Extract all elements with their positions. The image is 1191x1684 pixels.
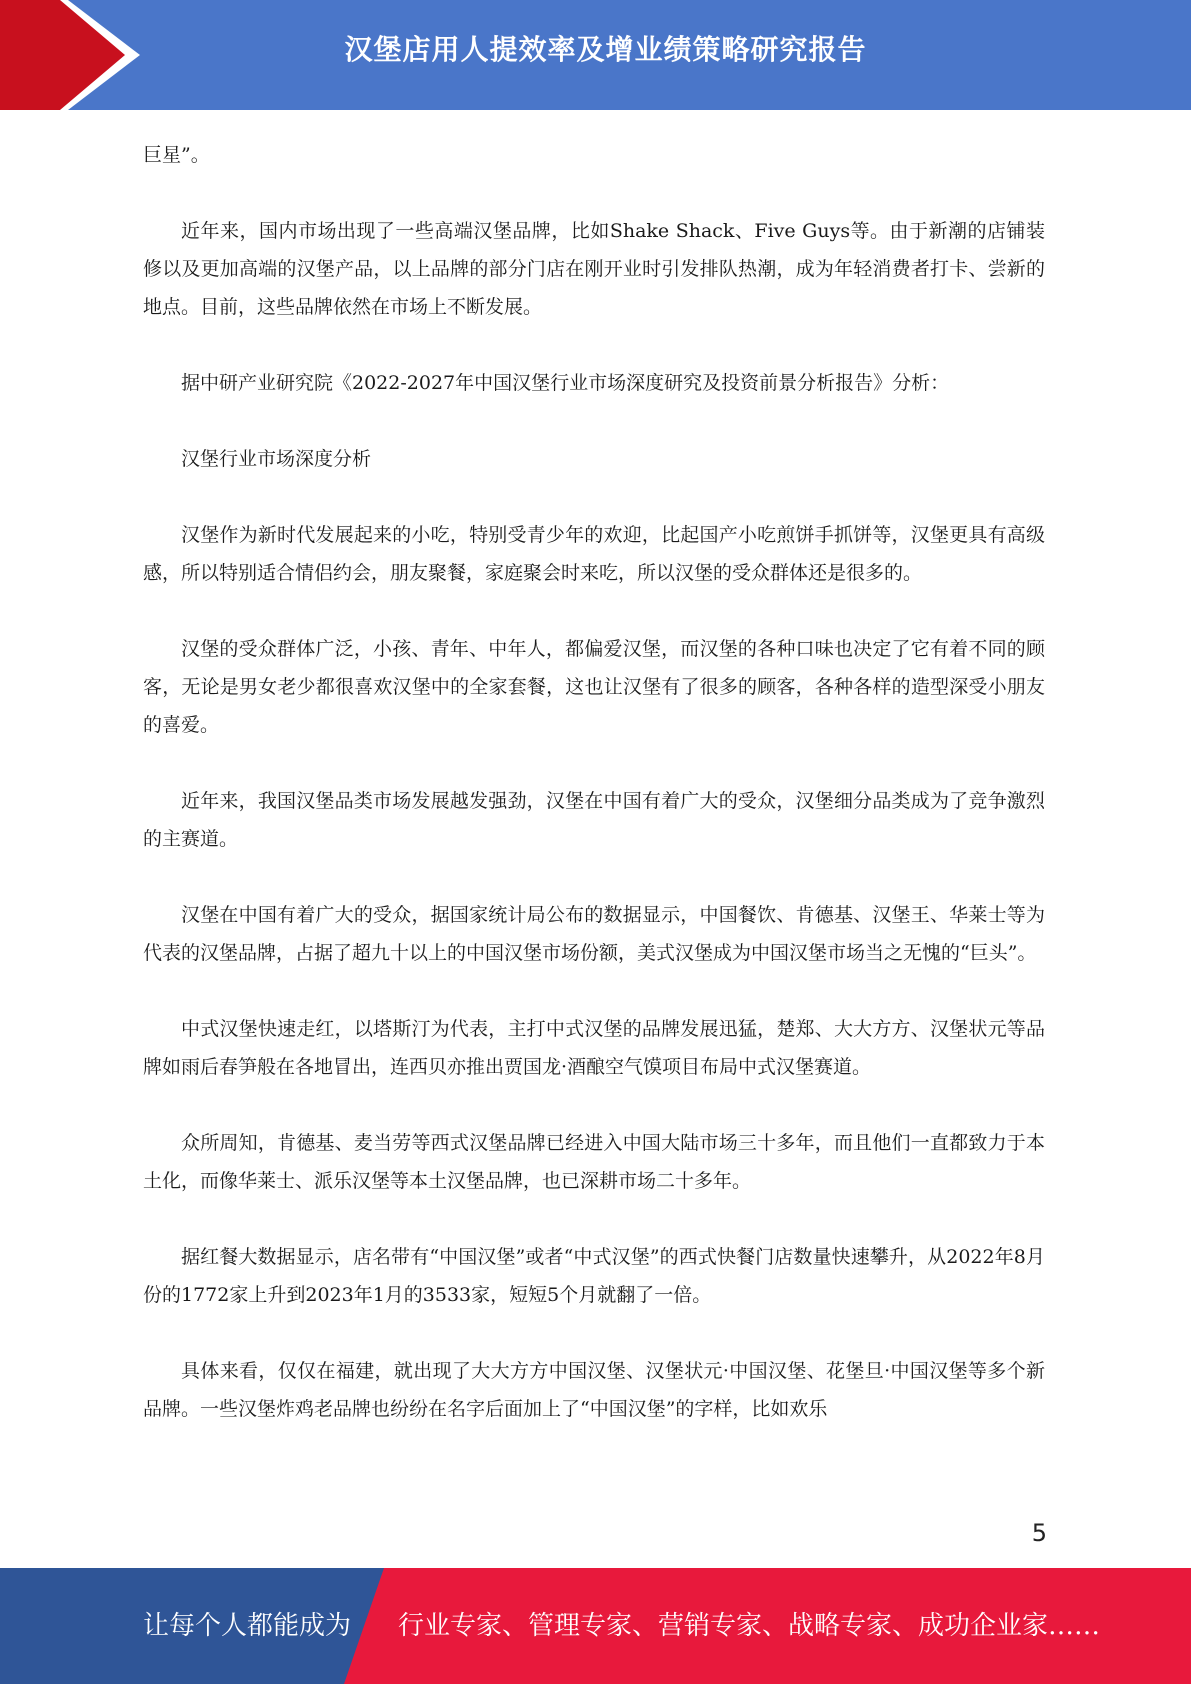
paragraph: 巨星”。 (143, 144, 210, 166)
page-number: 5 (1031, 1519, 1047, 1547)
footer-slogan-left: 让每个人都能成为 (143, 1611, 352, 1641)
paragraph: 近年来，我国汉堡品类市场发展越发强劲，汉堡在中国有着广大的受众，汉堡细分品类成为了竞争激烈的主赛道。 (143, 790, 1045, 850)
paragraph: 据中研产业研究院《2022-2027年中国汉堡行业市场深度研究及投资前景分析报告》分析： (181, 372, 950, 394)
paragraph: 汉堡在中国有着广大的受众，据国家统计局公布的数据显示，中国餐饮、肯德基、汉堡王、华莱士等为代表的汉堡品牌，占据了超九十以上的中国汉堡市场份额，美式汉堡成为中国汉堡市场当之无愧的“巨头”。 (143, 904, 1045, 964)
paragraph: 据红餐大数据显示，店名带有“中国汉堡”或者“中式汉堡”的西式快餐门店数量快速攀升，从2022年8月份的1772家上升到2023年1月的3533家，短短5个月就翻了一倍。 (143, 1246, 1045, 1306)
page-footer (0, 1568, 1191, 1684)
section-heading: 汉堡行业市场深度分析 (181, 448, 372, 470)
paragraph: 中式汉堡快速走红，以塔斯汀为代表，主打中式汉堡的品牌发展迅猛，楚郑、大大方方、汉堡状元等品牌如雨后春笋般在各地冒出，连西贝亦推出贾国龙·酒酿空气馍项目布局中式汉堡赛道。 (143, 1018, 1045, 1078)
paragraph: 近年来，国内市场出现了一些高端汉堡品牌，比如Shake Shack、Five Guys等。由于新潮的店铺装修以及更加高端的汉堡产品，以上品牌的部分门店在刚开业时引发排队热潮，成为年轻消费者打卡、尝新的地点。目前，这些品牌依然在市场上不断发展。 (143, 220, 1045, 318)
page-header (0, 0, 1191, 110)
paragraph: 众所周知，肯德基、麦当劳等西式汉堡品牌已经进入中国大陆市场三十多年，而且他们一直都致力于本土化，而像华莱士、派乐汉堡等本土汉堡品牌，也已深耕市场二十多年。 (143, 1132, 1045, 1192)
paragraph: 汉堡作为新时代发展起来的小吃，特别受青少年的欢迎，比起国产小吃煎饼手抓饼等，汉堡更具有高级感，所以特别适合情侣约会，朋友聚餐，家庭聚会时来吃，所以汉堡的受众群体还是很多的。 (143, 524, 1045, 584)
paragraph: 具体来看，仅仅在福建，就出现了大大方方中国汉堡、汉堡状元·中国汉堡、花堡旦·中国汉堡等多个新品牌。一些汉堡炸鸡老品牌也纷纷在名字后面加上了“中国汉堡”的字样，比如欢乐 (143, 1360, 1045, 1420)
body-text (143, 136, 1045, 1466)
paragraph: 汉堡的受众群体广泛，小孩、青年、中年人，都偏爱汉堡，而汉堡的各种口味也决定了它有着不同的顾客，无论是男女老少都很喜欢汉堡中的全家套餐，这也让汉堡有了很多的顾客，各种各样的造型深受小朋友的喜爱。 (143, 638, 1045, 736)
document-title: 汉堡店用人提效率及增业绩策略研究报告 (344, 33, 867, 66)
footer-slogan-right: 行业专家、管理专家、营销专家、战略专家、成功企业家…… (398, 1611, 1101, 1641)
